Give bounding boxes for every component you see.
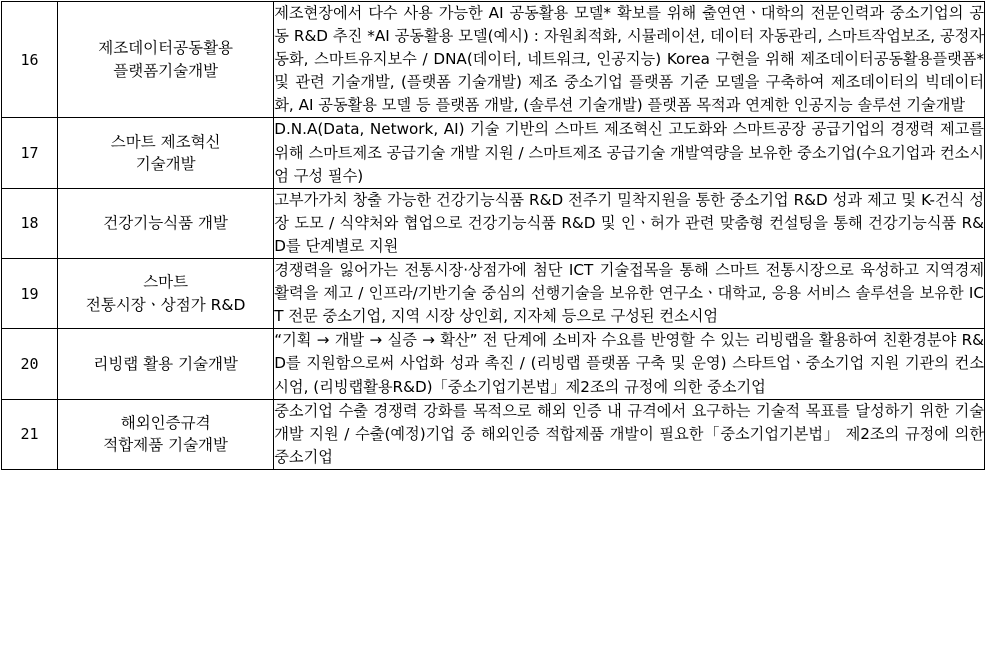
row-description: “기획 → 개발 → 실증 → 확산” 전 단계에 소비자 수요를 반영할 수 있는 리빙랩을 활용하여 친환경분야 R&D를 지원함으로써 사업화 성과 촉진 / (리빙랩 플랫폼 구축 및 운영) 스타트업ㆍ중소기업 지원 기관의 컨소시엄, (리빙랩활용R&D)「중소기업기본법」제2조의 규정에 의한 중소기업 [274, 329, 985, 399]
row-title: 스마트 전통시장ㆍ상점가 R&D [58, 259, 274, 329]
row-description: 고부가가치 창출 가능한 건강기능식품 R&D 전주기 밀착지원을 통한 중소기업 R&D 성과 제고 및 K-건식 성장 도모 / 식약처와 협업으로 건강기능식품 R&D 및 인ㆍ허가 관련 맞춤형 컨설팅을 통해 건강기능식품 R&D를 단계별로 지원 [274, 188, 985, 258]
row-title: 스마트 제조혁신 기술개발 [58, 118, 274, 188]
row-number: 21 [2, 399, 58, 469]
row-description: 경쟁력을 잃어가는 전통시장·상점가에 첨단 ICT 기술접목을 통해 스마트 전통시장으로 육성하고 지역경제 활력을 제고 / 인프라/기반기술 중심의 선행기술을 보유한 연구소ㆍ대학교, 응용 서비스 솔루션을 보유한 ICT 전문 중소기업, 지역 시장 상인회, 지자체 등으로 구성된 컨소시엄 [274, 259, 985, 329]
table-row [2, 2, 985, 118]
row-number: 16 [2, 2, 58, 118]
table-row [2, 118, 985, 188]
row-description: D.N.A(Data, Network, AI) 기술 기반의 스마트 제조혁신 고도화와 스마트공장 공급기업의 경쟁력 제고를 위해 스마트제조 공급기술 개발 지원 / 스마트제조 공급기술 개발역량을 보유한 중소기업(수요기업과 컨소시엄 구성 필수) [274, 118, 985, 188]
row-number: 18 [2, 188, 58, 258]
row-title: 해외인증규격 적합제품 기술개발 [58, 399, 274, 469]
row-number: 20 [2, 329, 58, 399]
table-row [2, 399, 985, 469]
table-body [2, 2, 985, 470]
row-description: 제조현장에서 다수 사용 가능한 AI 공동활용 모델* 확보를 위해 출연연ㆍ대학의 전문인력과 중소기업의 공동 R&D 추진 *AI 공동활용 모델(예시) : 자원최적화, 시뮬레이션, 데이터 자동관리, 스마트작업보조, 공정자동화, 스마트유지보수 / DNA(데이터, 네트워크, 인공지능) Korea 구현을 위해 제조데이터공동활용플랫폼* 및 관련 기술개발, (플랫폼 기술개발) 제조 중소기업 플랫폼 기준 모델을 구축하여 제조데이터의 빅데이터화, AI 공동활용 모델 등 플랫폼 개발, (솔루션 기술개발) 플랫폼 목적과 연계한 인공지능 솔루션 기술개발 [274, 2, 985, 118]
table-row [2, 259, 985, 329]
row-title: 리빙랩 활용 기술개발 [58, 329, 274, 399]
row-number: 19 [2, 259, 58, 329]
table-row [2, 188, 985, 258]
row-description: 중소기업 수출 경쟁력 강화를 목적으로 해외 인증 내 규격에서 요구하는 기술적 목표를 달성하기 위한 기술개발 지원 / 수출(예정)기업 중 해외인증 적합제품 개발이 필요한「중소기업기본법」 제2조의 규정에 의한 중소기업 [274, 399, 985, 469]
table-row [2, 329, 985, 399]
row-number: 17 [2, 118, 58, 188]
row-title: 건강기능식품 개발 [58, 188, 274, 258]
program-table [1, 1, 985, 470]
row-title: 제조데이터공동활용 플랫폼기술개발 [58, 2, 274, 118]
